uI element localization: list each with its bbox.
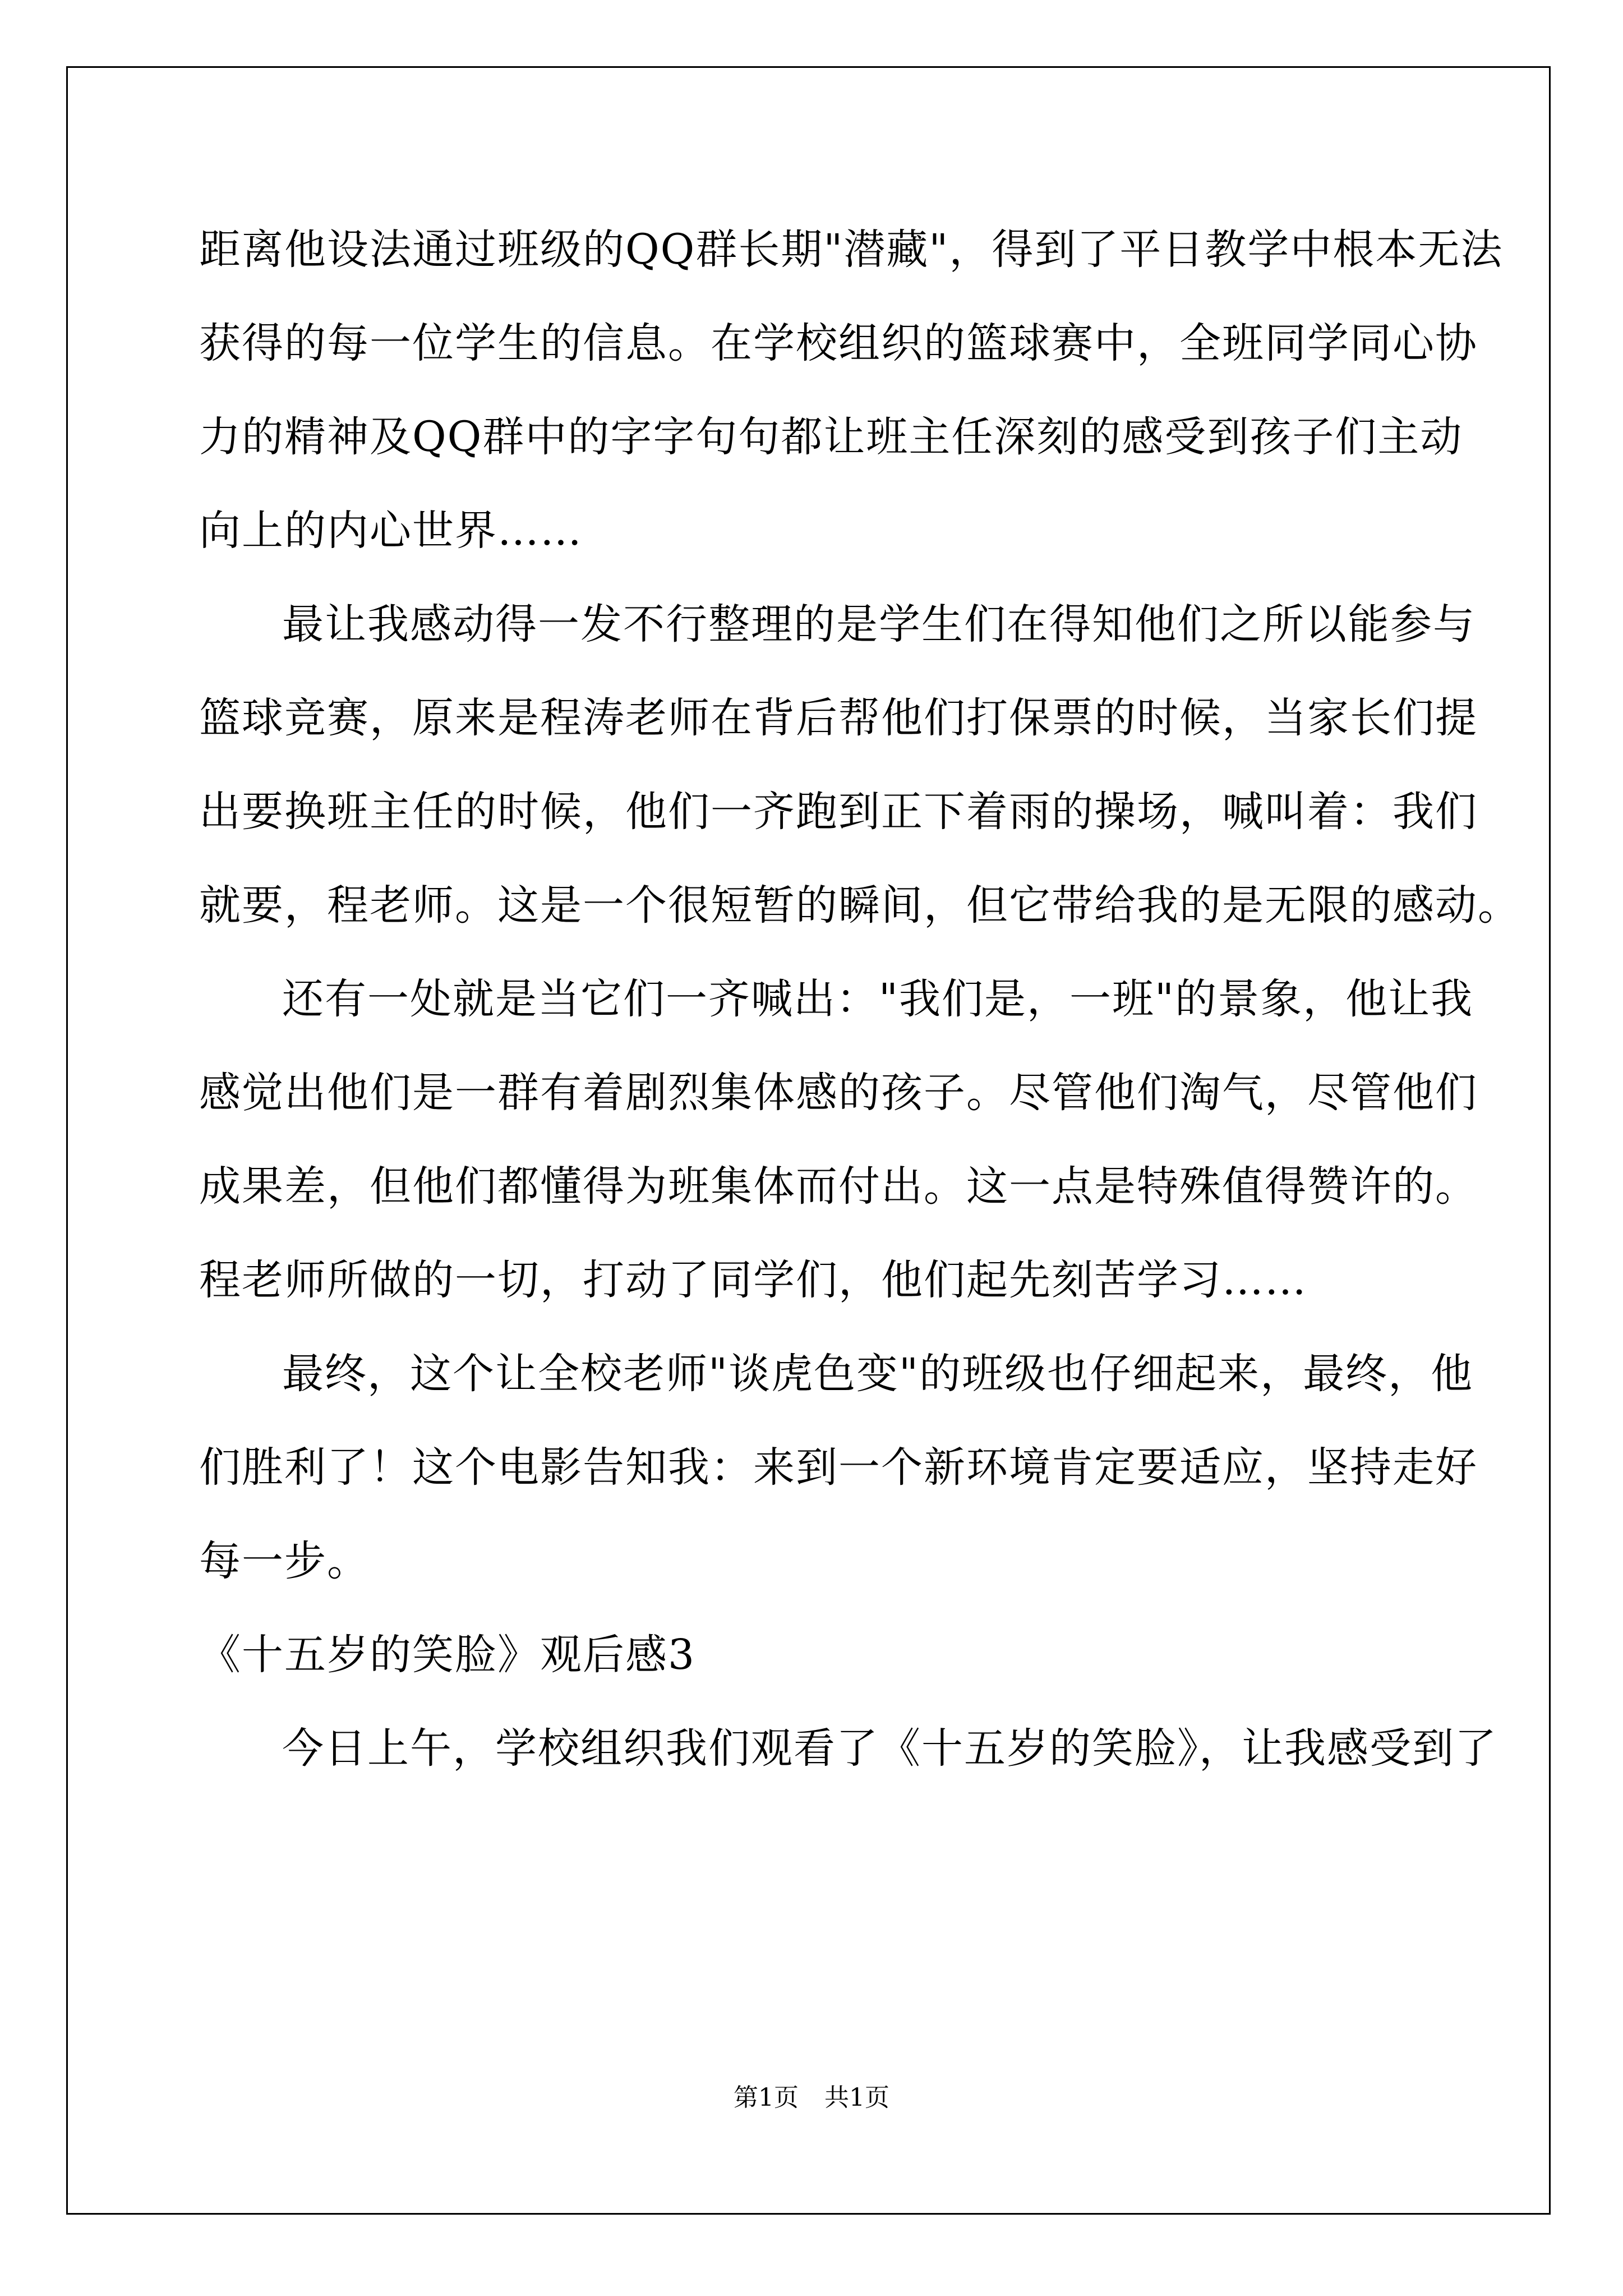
text-line: 们胜利了！这个电影告知我：来到一个新环境肯定要适应，坚持走好	[199, 1443, 1478, 1492]
text-line: 成果差，但他们都懂得为班集体而付出。这一点是特殊值得赞许的。	[199, 1162, 1478, 1211]
text-line: 出要换班主任的时候，他们一齐跑到正下着雨的操场，喊叫着：我们	[199, 788, 1478, 836]
page-number: 第1页	[734, 2083, 799, 2112]
text-line: 感觉出他们是一群有着剧烈集体感的孩子。尽管他们淘气，尽管他们	[199, 1069, 1478, 1117]
paragraph-start-line: 最终，这个让全校老师"谈虎色变"的班级也仔细起来，最终，他	[282, 1350, 1474, 1398]
page-total: 共1页	[824, 2083, 889, 2112]
page-footer	[0, 2081, 1623, 2115]
page-border	[66, 66, 1551, 2215]
paragraph-start-line: 最让我感动得一发不行整理的是学生们在得知他们之所以能参与	[282, 600, 1476, 648]
text-line: 就要，程老师。这是一个很短暂的瞬间，但它带给我的是无限的感动。	[199, 881, 1520, 930]
paragraph-start-line: 还有一处就是当它们一齐喊出："我们是，一班"的景象，他让我	[282, 975, 1474, 1023]
text-line: 程老师所做的一切，打动了同学们，他们起先刻苦学习……	[199, 1256, 1307, 1304]
text-line: 每一步。	[199, 1537, 370, 1585]
text-line: 距离他设法通过班级的QQ群长期"潜藏"，得到了平日教学中根本无法	[199, 226, 1504, 274]
text-line: 向上的内心世界……	[199, 507, 583, 555]
text-line: 获得的每一位学生的信息。在学校组织的篮球赛中，全班同学同心协	[199, 319, 1478, 367]
paragraph-start-line: 今日上午，学校组织我们观看了《十五岁的笑脸》，让我感受到了	[282, 1724, 1497, 1773]
text-line: 篮球竞赛，原来是程涛老师在背后帮他们打保票的时候，当家长们提	[199, 694, 1478, 742]
section-heading: 《十五岁的笑脸》观后感3	[199, 1631, 696, 1679]
text-line: 力的精神及QQ群中的字字句句都让班主任深刻的感受到孩子们主动	[199, 413, 1463, 461]
